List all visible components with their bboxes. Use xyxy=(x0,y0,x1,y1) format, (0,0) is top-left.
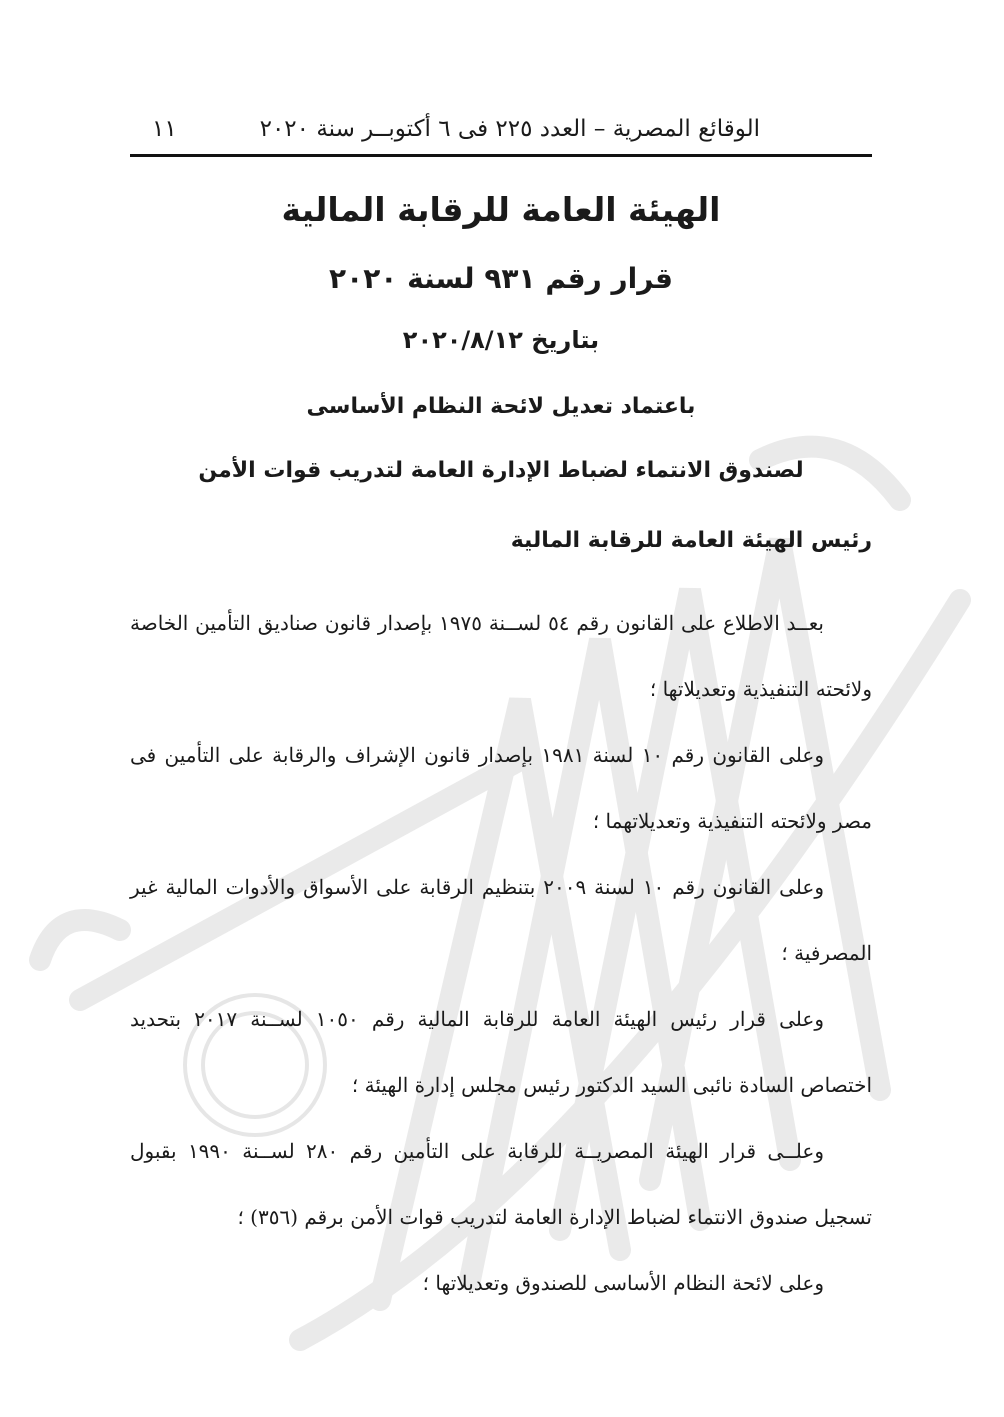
paragraph: بعــد الاطلاع على القانون رقم ٥٤ لســنة ١٩٧٥ بإصدار قانون صناديق التأمين الخاصة ولائحته التنفيذية وتعديلاتها ؛ xyxy=(130,611,872,701)
paragraph: وعلى القانون رقم ١٠ لسنة ١٩٨١ بإصدار قانون الإشراف والرقابة على التأمين فى مصر ولائحته التنفيذية وتعديلاتهما ؛ xyxy=(130,743,872,833)
page-header xyxy=(130,112,872,152)
decision-title: قرار رقم ٩٣١ لسنة ٢٠٢٠ xyxy=(329,262,673,295)
authority-title: الهيئة العامة للرقابة المالية xyxy=(281,190,721,229)
chairman-heading: رئيس الهيئة العامة للرقابة المالية xyxy=(510,528,872,553)
subject-line-1: باعتماد تعديل لائحة النظام الأساسى xyxy=(306,394,696,419)
paragraph: وعلــى قرار الهيئة المصريــة للرقابة على التأمين رقم ٢٨٠ لســنة ١٩٩٠ بقبول تسجيل صندوق الانتماء لضباط الإدارة العامة لتدريب قوات الأمن برقم (٣٥٦) ؛ xyxy=(130,1139,872,1229)
paragraph: وعلى قرار رئيس الهيئة العامة للرقابة المالية رقم ١٠٥٠ لســنة ٢٠١٧ بتحديد اختصاص السادة نائبى السيد الدكتور رئيس مجلس إدارة الهيئة ؛ xyxy=(130,1007,872,1097)
header-divider xyxy=(130,154,872,157)
decision-date: بتاريخ ٢٠٢٠/٨/١٢ xyxy=(402,326,600,354)
paragraph: وعلى القانون رقم ١٠ لسنة ٢٠٠٩ بتنظيم الرقابة على الأسواق والأدوات المالية غير المصرفية ؛ xyxy=(130,875,872,965)
subject-line-2: لصندوق الانتماء لضباط الإدارة العامة لتدريب قوات الأمن xyxy=(198,458,804,483)
gazette-header-title: الوقائع المصرية – العدد ٢٢٥ فى ٦ أكتوبــر سنة ٢٠٢٠ xyxy=(259,116,760,142)
page-number: ١١ xyxy=(152,116,177,142)
paragraph: وعلى لائحة النظام الأساسى للصندوق وتعديلاتها ؛ xyxy=(422,1271,824,1295)
